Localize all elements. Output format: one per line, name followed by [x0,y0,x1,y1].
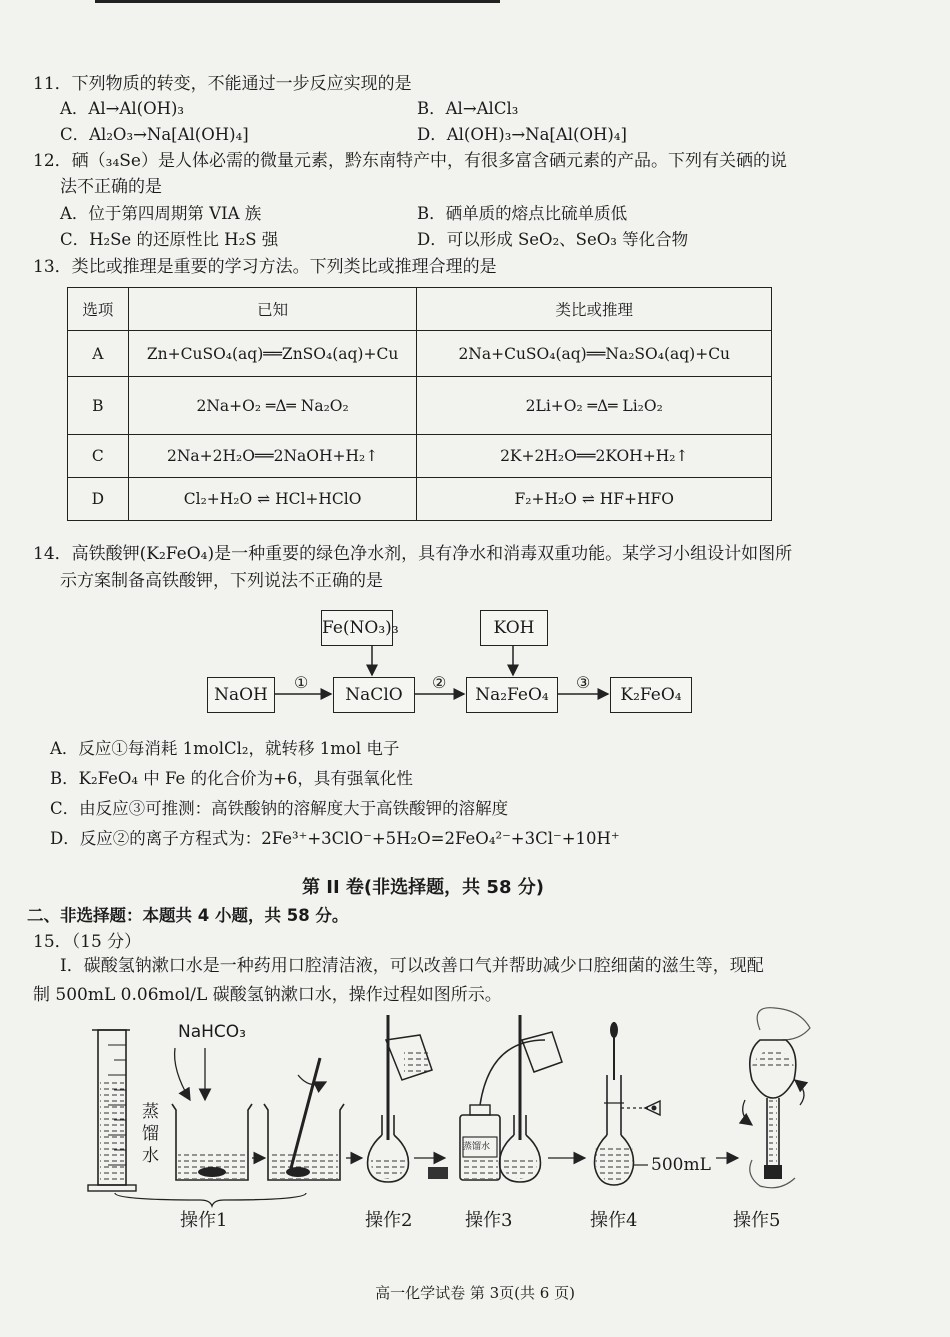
q11-option-d: D．Al(OH)₃→Na[Al(OH)₄] [417,125,627,144]
row-known: 2Na+O₂ ═Δ═ Na₂O₂ [128,377,417,435]
q12-option-b: B．硒单质的熔点比硫单质低 [417,204,628,223]
q14-option-a: A．反应①每消耗 1molCl₂，就转移 1mol 电子 [50,739,400,758]
q11-option-c: C．Al₂O₃→Na[Al(OH)₄] [60,125,249,144]
header-option: 选项 [68,288,129,331]
flow-box-na2feo4: Na₂FeO₄ [466,677,558,713]
flow-box-naoh: NaOH [207,677,275,713]
label-water-3: 水 [142,1146,159,1166]
row-infer: 2Li+O₂ ═Δ═ Li₂O₂ [417,377,772,435]
row-infer: F₂+H₂O ⇌ HF+HFO [417,478,772,521]
label-500ml: 500mL [651,1155,711,1175]
beaker-2-stirring [264,1058,344,1180]
row-infer: 2K+2H₂O══2KOH+H₂↑ [417,435,772,478]
part2-section: 二、非选择题：本题共 4 小题，共 58 分。 [27,906,349,925]
row-option: A [68,331,129,377]
q15-line1: Ⅰ．碳酸氢钠漱口水是一种药用口腔清洁液，可以改善口气并帮助减少口腔细菌的滋生等，现配 [60,956,764,976]
row-option: C [68,435,129,478]
wash-bottle-transfer [460,1015,562,1182]
part2-title: 第 II 卷(非选择题，共 58 分) [302,877,544,898]
label-wash-bottle: 蒸馏水 [463,1142,491,1152]
step-3-label: ③ [576,673,591,692]
op-2-label: 操作2 [365,1210,413,1231]
row-option: D [68,478,129,521]
q12-option-d: D．可以形成 SeO₂、SeO₃ 等化合物 [417,230,689,249]
q14-stem-line2: 示方案制备高铁酸钾，下列说法不正确的是 [60,571,383,591]
flow-box-koh: KOH [480,610,548,646]
op-3-label: 操作3 [465,1210,513,1231]
volumetric-flask-transfer [368,1015,432,1182]
q13-stem: 13．类比或推理是重要的学习方法。下列类比或推理合理的是 [33,257,497,277]
q11-option-b: B．Al→AlCl₃ [417,99,519,118]
op-1-label: 操作1 [180,1210,228,1231]
row-option: B [68,377,129,435]
q11-option-a: A．Al→Al(OH)₃ [60,99,185,118]
step-2-label: ② [432,673,447,692]
q15-number: 15．（15 分） [33,932,142,952]
step-1-label: ① [294,673,309,692]
flow-box-k2feo4: K₂FeO₄ [610,677,692,713]
q12-option-c: C．H₂Se 的还原性比 H₂S 强 [60,230,279,249]
header-infer: 类比或推理 [417,288,772,331]
label-water-2: 馏 [142,1124,159,1144]
q14-option-d: D．反应②的离子方程式为：2Fe³⁺+3ClO⁻+5H₂O=2FeO₄²⁻+3Cl⁻+10H⁺ [50,829,620,848]
row-known: Cl₂+H₂O ⇌ HCl+HClO [128,478,417,521]
flask-invert-shake [743,1008,810,1188]
page-footer: 高一化学试卷 第 3页(共 6 页) [375,1284,575,1302]
row-known: Zn+CuSO₄(aq)══ZnSO₄(aq)+Cu [128,331,417,377]
beaker-1 [172,1104,252,1180]
graduated-cylinder [88,1030,136,1191]
q11-stem: 11．下列物质的转变，不能通过一步反应实现的是 [33,74,412,94]
row-infer: 2Na+CuSO₄(aq)══Na₂SO₄(aq)+Cu [417,331,772,377]
q12-stem-line2: 法不正确的是 [60,177,162,197]
op-4-label: 操作4 [590,1210,638,1231]
q14-stem-line1: 14．高铁酸钾(K₂FeO₄)是一种重要的绿色净水剂，具有净水和消毒双重功能。某学习小组设计如图所 [33,544,793,564]
q14-option-b: B．K₂FeO₄ 中 Fe 的化合价为+6，具有强氧化性 [50,769,413,788]
op-5-label: 操作5 [733,1210,781,1231]
q12-stem-line1: 12．硒（₃₄Se）是人体必需的微量元素，黔东南特产中，有很多富含硒元素的产品。下列有关硒的说 [33,151,787,171]
header-known: 已知 [128,288,417,331]
label-water-1: 蒸 [142,1102,159,1122]
flow-box-naclo: NaClO [333,677,415,713]
row-known: 2Na+2H₂O══2NaOH+H₂↑ [128,435,417,478]
q12-option-a: A．位于第四周期第 VIA 族 [60,204,262,223]
flow-box-fe-nitrate: Fe(NO₃)₃ [321,610,393,646]
q14-option-c: C．由反应③可推测：高铁酸钠的溶解度大于高铁酸钾的溶解度 [50,799,509,818]
q15-line2: 制 500mL 0.06mol/L 碳酸氢钠漱口水，操作过程如图所示。 [33,985,502,1005]
label-nahco3: NaHCO₃ [178,1022,246,1042]
